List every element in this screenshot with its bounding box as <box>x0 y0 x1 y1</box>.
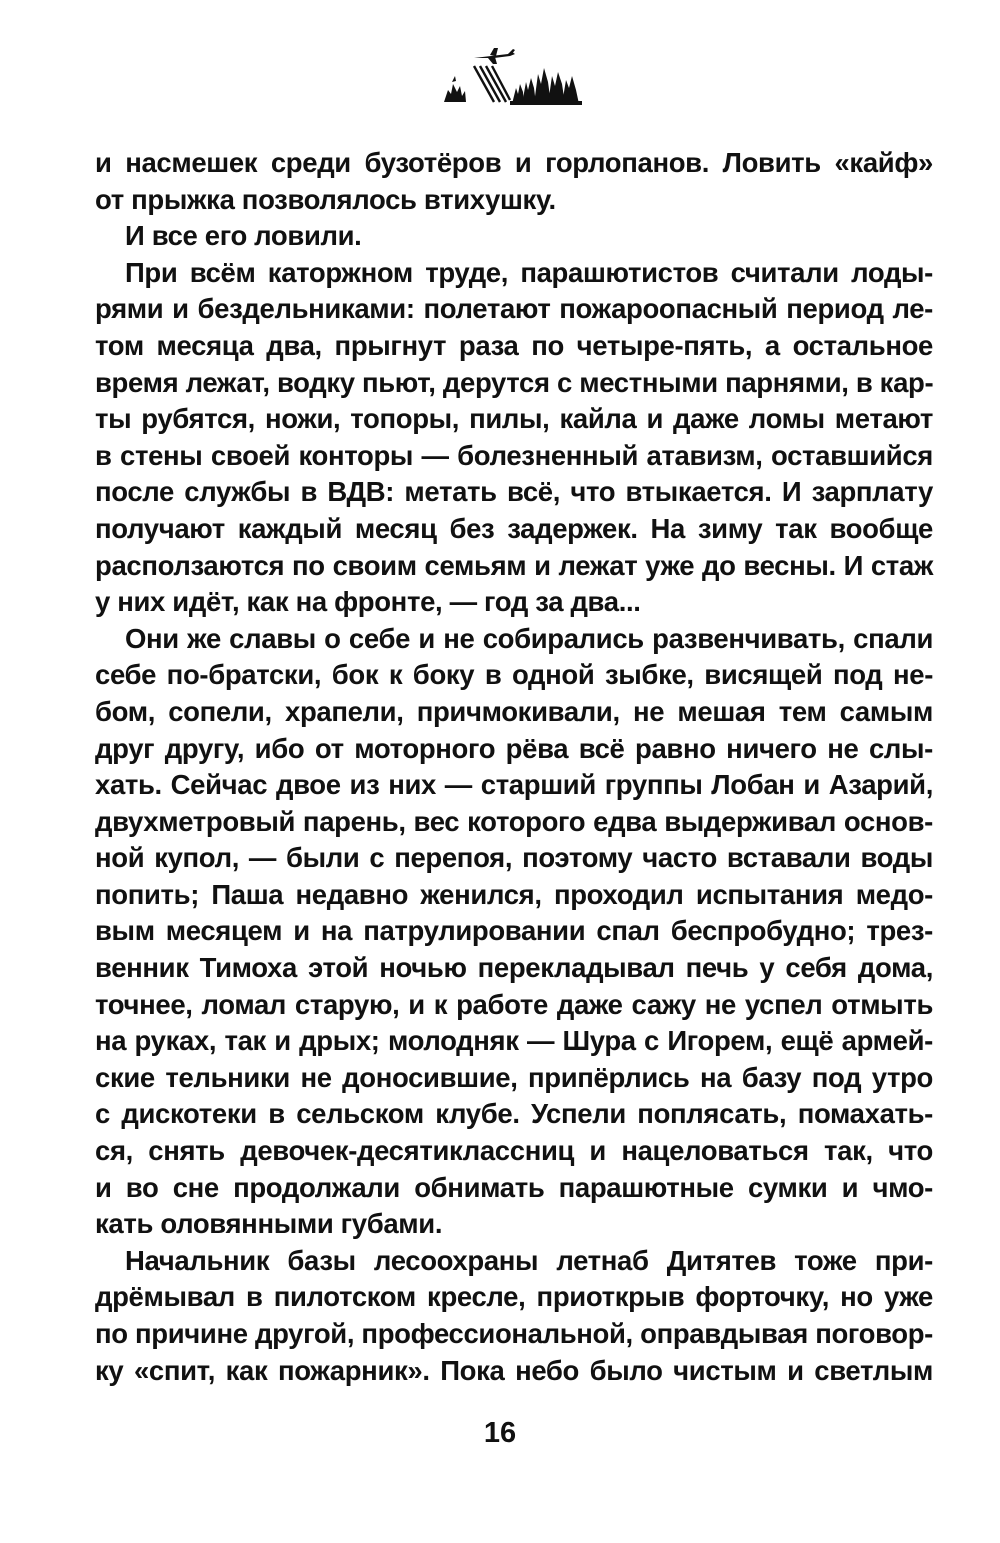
page-number: 16 <box>483 1417 517 1449</box>
paragraph <box>95 1243 933 1389</box>
text-line: получают каждый месяц без задержек. На зиму так вообще <box>95 512 933 544</box>
text-line: и во сне продолжали обнимать парашютные сумки и чмо- <box>95 1171 933 1203</box>
text-line: Начальник базы лесоохраны летнаб Дитятев тоже при- <box>125 1244 933 1276</box>
text-line: ку «спит, как пожарник». Пока небо было чистым и светлым <box>95 1354 933 1386</box>
text-line: вым месяцем и на патрулировании спал беспробудно; трез- <box>95 915 933 947</box>
paragraph <box>95 621 933 1243</box>
paragraph <box>95 218 933 255</box>
text-line: время лежат, водку пьют, дерутся с местными парнями, в кар- <box>95 366 934 398</box>
text-line: бом, сопели, храпели, причмокивали, не мешая тем самым <box>95 695 933 727</box>
text-line: Они же славы о себе и не собирались развенчивать, спали <box>125 622 933 654</box>
text-line: кать оловянными губами. <box>95 1208 443 1240</box>
text-line: венник Тимоха этой ночью перекладывал печь у себя дома, <box>95 952 933 984</box>
text-line: в стены своей конторы — болезненный атавизм, оставшийся <box>95 439 933 471</box>
text-line: При всём каторжном труде, парашютистов считали лоды- <box>125 256 933 288</box>
text-line: друг другу, ибо от моторного рёва всё равно ничего не слы- <box>95 732 933 764</box>
text-line: после службы в ВДВ: метать всё, что втыкается. И зарплату <box>95 476 933 508</box>
text-line: от прыжка позволялось втихушку. <box>95 183 556 215</box>
plane-over-forest-fire-icon <box>438 44 584 106</box>
text-line: рями и бездельниками: полетают пожароопасный период ле- <box>95 293 933 325</box>
text-line: ты рубятся, ножи, топоры, пилы, кайла и даже ломы метают <box>95 403 933 435</box>
text-line: И все его ловили. <box>125 220 362 252</box>
text-line: попить; Паша недавно женился, проходил испытания медо- <box>95 878 933 910</box>
text-line: себе по-братски, бок к боку в одной зыбке, висящей под не- <box>95 659 933 691</box>
paragraph <box>95 255 933 621</box>
text-line: дрёмывал в пилотском кресле, приоткрыв форточку, но уже <box>95 1281 933 1313</box>
text-line: том месяца два, прыгнут раза по четыре-пять, а остальное <box>95 329 933 361</box>
text-line: точнее, ломал старую, и к работе даже сажу не успел отмыть <box>95 988 933 1020</box>
paragraph <box>95 145 933 218</box>
text-line: хать. Сейчас двое из них — старший группы Лобан и Азарий, <box>95 769 933 801</box>
body-text <box>95 145 933 1389</box>
text-line: и насмешек среди бузотёров и горлопанов. Ловить «кайф» <box>95 147 933 178</box>
text-line: на руках, так и дрых; молодняк — Шура с Игорем, ещё армей- <box>95 1025 933 1057</box>
text-line: у них идёт, как на фронте, — год за два... <box>95 586 641 618</box>
text-line: ной купол, — были с перепоя, поэтому часто вставали воды <box>95 842 933 874</box>
text-line: с дискотеки в сельском клубе. Успели поплясать, помахать- <box>95 1098 933 1130</box>
text-line: двухметровый парень, вес которого едва выдерживал основ- <box>95 805 933 837</box>
text-line: ские тельники не доносившие, припёрлись на базу под утро <box>95 1061 933 1093</box>
text-line: по причине другой, профессиональной, оправдывая поговор- <box>95 1318 933 1349</box>
text-line: ся, снять девочек-десятиклассниц и нацеловаться так, что <box>95 1135 933 1167</box>
text-line: расползаются по своим семьям и лежат уже до весны. И стаж <box>95 549 933 581</box>
